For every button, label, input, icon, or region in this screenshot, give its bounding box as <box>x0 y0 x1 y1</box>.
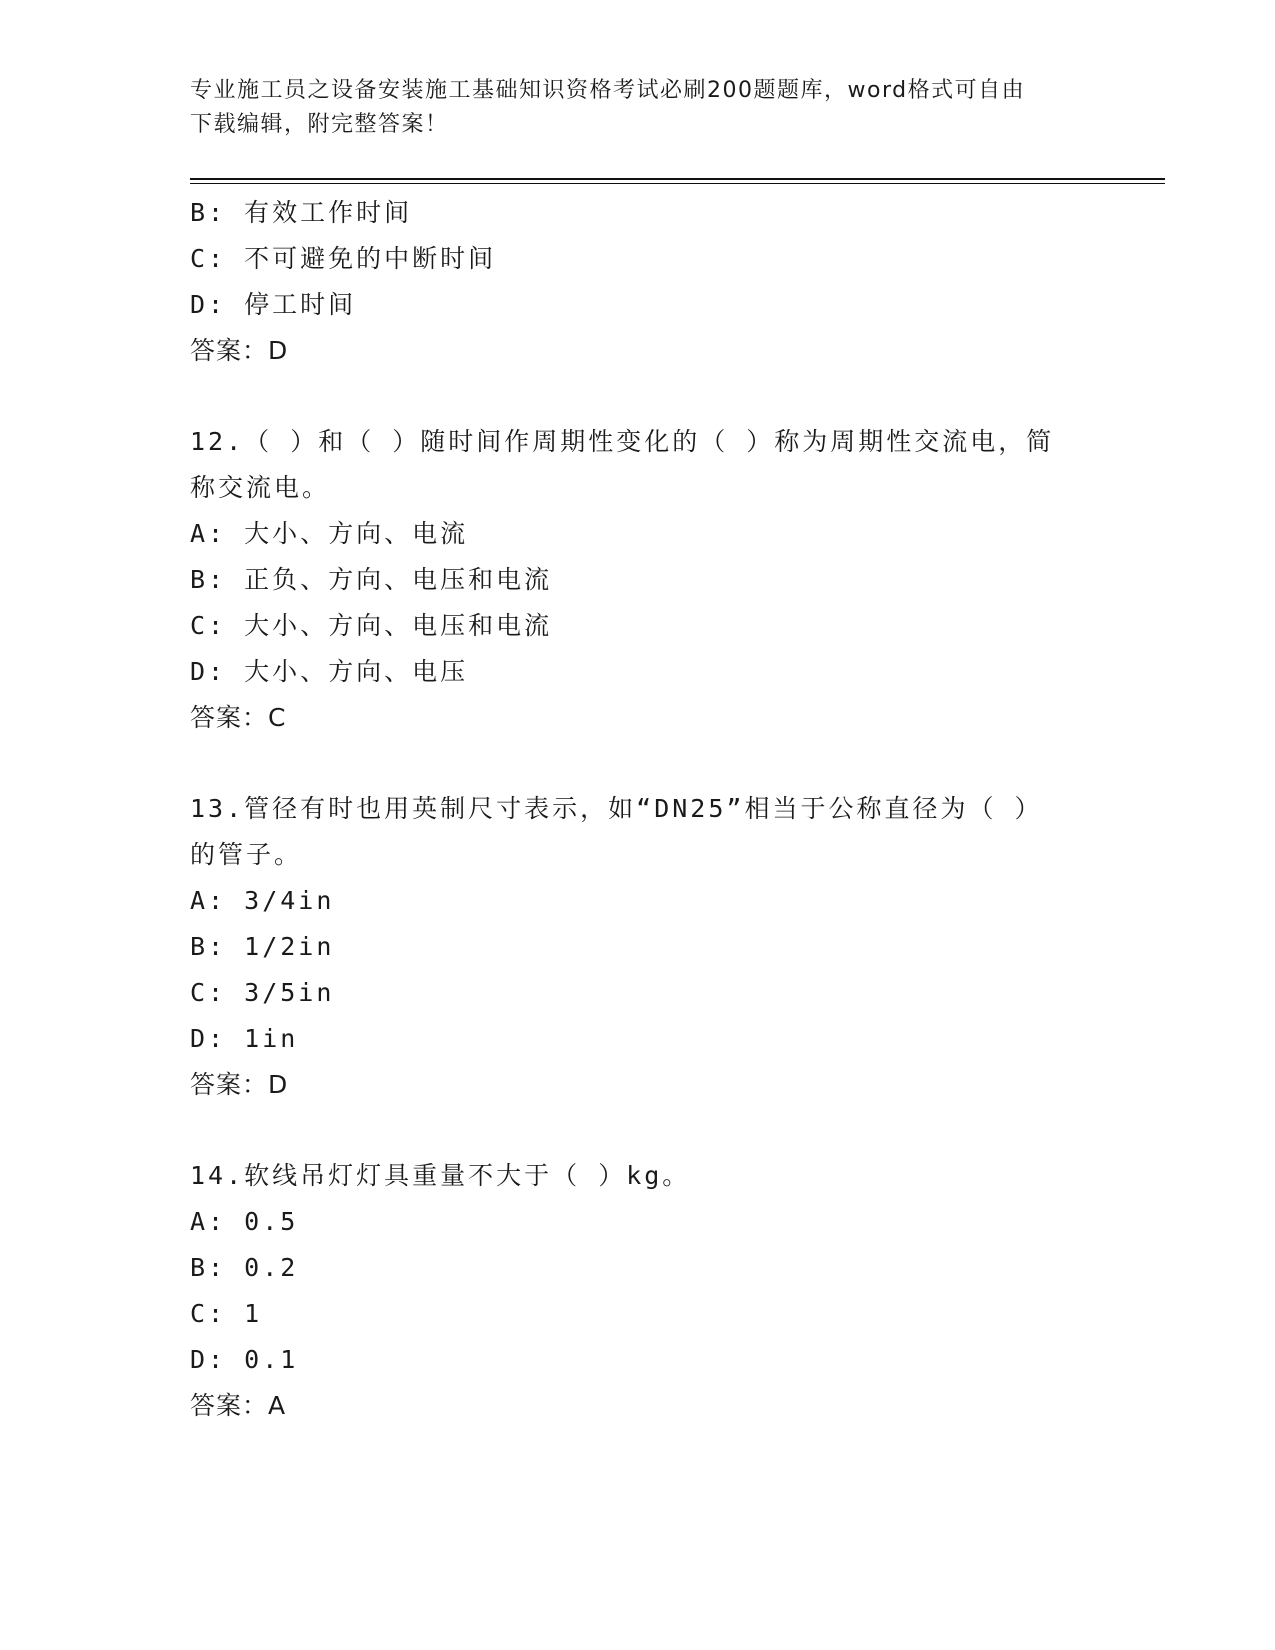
q14-option-b: B: 0.2 <box>190 1253 299 1282</box>
q12-option-a: A: 大小、方向、电流 <box>190 519 469 548</box>
q14-stem-line-1: 14.软线吊灯灯具重量不大于（ ）kg。 <box>190 1161 691 1190</box>
spacer <box>190 1108 1090 1153</box>
q11-option-d: D: 停工时间 <box>190 290 357 319</box>
q13-option-c: C: 3/5in <box>190 978 335 1007</box>
document-header <box>190 74 1090 142</box>
q12-stem-line-2: 称交流电。 <box>190 473 331 502</box>
q11-option-b: B: 有效工作时间 <box>190 198 413 227</box>
spacer <box>190 741 1090 786</box>
q13-stem-line-2: 的管子。 <box>190 840 303 869</box>
question-14 <box>190 1153 1090 1429</box>
header-title-line-2: 下载编辑，附完整答案！ <box>190 112 449 137</box>
q12-stem-line-1: 12.（ ）和（ ）随时间作周期性变化的（ ）称为周期性交流电，简 <box>190 427 1055 456</box>
q12-answer: 答案：C <box>190 703 287 732</box>
header-divider-thin <box>190 183 1165 184</box>
q12-option-c: C: 大小、方向、电压和电流 <box>190 611 553 640</box>
spacer <box>190 374 1090 419</box>
q13-answer: 答案：D <box>190 1070 289 1099</box>
header-title-line-1: 专业施工员之设备安装施工基础知识资格考试必刷200题题库，word格式可自由 <box>190 78 1026 103</box>
q12-option-b: B: 正负、方向、电压和电流 <box>190 565 553 594</box>
q13-option-a: A: 3/4in <box>190 886 335 915</box>
q11-answer: 答案：D <box>190 336 289 365</box>
q13-option-d: D: 1in <box>190 1024 299 1053</box>
q14-answer: 答案：A <box>190 1391 287 1420</box>
q13-stem-line-1: 13.管径有时也用英制尺寸表示，如“DN25”相当于公称直径为（ ） <box>190 794 1043 823</box>
header-divider-thick <box>190 178 1165 180</box>
question-11-tail <box>190 190 1090 374</box>
q12-option-d: D: 大小、方向、电压 <box>190 657 469 686</box>
q14-option-c: C: 1 <box>190 1299 263 1328</box>
question-12 <box>190 419 1090 741</box>
q14-option-a: A: 0.5 <box>190 1207 299 1236</box>
q11-option-c: C: 不可避免的中断时间 <box>190 244 497 273</box>
q13-option-b: B: 1/2in <box>190 932 335 961</box>
question-list <box>190 190 1090 1429</box>
question-13 <box>190 786 1090 1108</box>
q14-option-d: D: 0.1 <box>190 1345 299 1374</box>
